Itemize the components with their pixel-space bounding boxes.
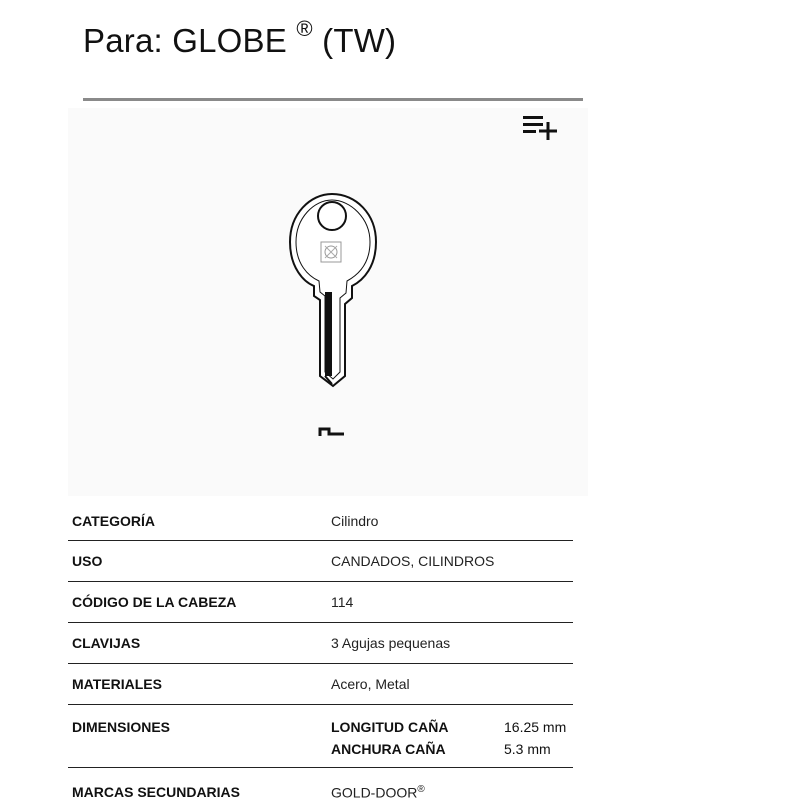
dimension-item	[331, 719, 567, 735]
spec-row-marcas-secundarias	[68, 768, 573, 808]
spec-row-materiales	[68, 664, 573, 705]
title-divider	[83, 98, 583, 101]
spec-value: Cilindro	[331, 513, 379, 529]
dimension-name: LONGITUD CAÑA	[331, 719, 449, 735]
spec-value: GOLD-DOOR®	[331, 784, 425, 801]
playlist-add-icon[interactable]	[520, 112, 560, 140]
spec-row-dimensiones	[68, 705, 573, 768]
dimension-item	[331, 741, 551, 757]
key-profile-icon	[316, 424, 348, 440]
dimension-name: ANCHURA CAÑA	[331, 741, 446, 757]
spec-label: DIMENSIONES	[72, 719, 171, 735]
spec-value: 3 Agujas pequenas	[331, 635, 451, 651]
spec-label: CÓDIGO DE LA CABEZA	[72, 594, 237, 610]
spec-label: MARCAS SECUNDARIAS	[72, 784, 241, 800]
specs-table	[68, 500, 573, 808]
spec-label: MATERIALES	[72, 676, 162, 692]
spec-label: CLAVIJAS	[72, 635, 141, 651]
spec-value: Acero, Metal	[331, 676, 410, 692]
page-title: Para: GLOBE ® (TW)	[83, 16, 397, 59]
registered-mark: ®	[296, 16, 313, 41]
spec-value: 114	[331, 594, 354, 610]
spec-value: CANDADOS, CILINDROS	[331, 553, 495, 569]
spec-row-clavijas	[68, 623, 573, 664]
registered-mark: ®	[417, 784, 425, 795]
spec-label: USO	[72, 553, 103, 569]
spec-row-uso	[68, 541, 573, 582]
dimension-value: 16.25 mm	[504, 719, 567, 735]
spec-label: CATEGORÍA	[72, 513, 155, 529]
dimension-value: 5.3 mm	[504, 741, 551, 757]
key-blank-image	[270, 180, 400, 400]
spec-row-codigo-cabeza	[68, 582, 573, 623]
spec-row-categoria	[68, 500, 573, 541]
